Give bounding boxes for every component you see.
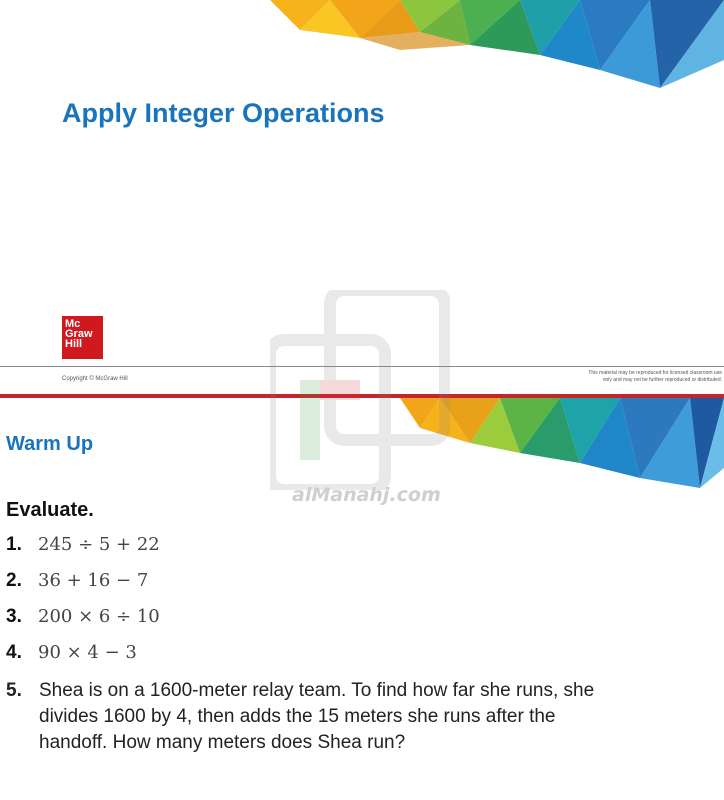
slide-title: Apply Integer Operations: [62, 98, 385, 128]
problem-expression: 245 ÷ 5 + 22: [38, 534, 160, 555]
problem-5: 5. Shea is on a 1600-meter relay team. To find how far she runs, she divides 1600 by 4, then adds the 15 meters she runs after the handoff. How many meters does Shea run?: [6, 678, 626, 756]
disclaimer-text: This material may be reproduced for licensed classroom use only and may not be further reproduced or distributed.: [588, 370, 722, 383]
title-slide: [0, 0, 724, 395]
problem-2: 2. 36 + 16 − 7: [6, 570, 149, 591]
watermark-text: alManahj.com: [292, 484, 441, 506]
problem-1: 1. 245 ÷ 5 + 22: [6, 534, 160, 555]
footer-divider: [0, 366, 724, 367]
word-problem-text: Shea is on a 1600-meter relay team. To find how far she runs, she divides 1600 by 4, then adds the 15 meters she runs after the handoff. How many meters does Shea run?: [39, 680, 595, 753]
mcgraw-hill-logo: Mc Graw Hill: [62, 316, 103, 359]
warmup-heading: Warm Up: [6, 433, 94, 455]
problem-expression: 90 × 4 − 3: [38, 642, 137, 663]
copyright-text: Copyright © McGraw Hill: [62, 376, 128, 382]
problem-expression: 200 × 6 ÷ 10: [38, 606, 160, 627]
instruction-text: Evaluate.: [6, 499, 94, 521]
problem-4: 4. 90 × 4 − 3: [6, 642, 137, 663]
problem-expression: 36 + 16 − 7: [38, 570, 149, 591]
warmup-slide: [0, 398, 724, 800]
geometric-banner-top: [0, 0, 724, 95]
geometric-banner-right: [0, 398, 724, 493]
problem-3: 3. 200 × 6 ÷ 10: [6, 606, 160, 627]
